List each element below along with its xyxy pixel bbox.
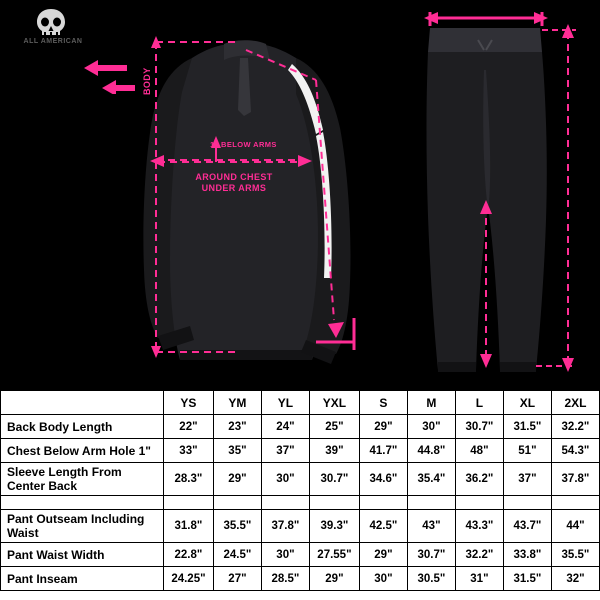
brand-logo: [10, 8, 94, 56]
cell: 30.7": [455, 415, 503, 439]
cell: 44.8": [407, 439, 455, 463]
cell: 23": [213, 415, 261, 439]
row-label: Back Body Length: [1, 415, 164, 439]
cell: 30": [359, 567, 407, 591]
table-header-row: [1, 391, 600, 415]
spacer-cell: [407, 496, 455, 510]
cell: 32.2": [455, 543, 503, 567]
jacket-illustration: [120, 20, 370, 380]
pants-illustration: [400, 10, 585, 382]
cell: 29": [213, 463, 261, 496]
chest-arrow-icon: [84, 58, 136, 94]
header-ys: YS: [163, 391, 213, 415]
cell: 22.8": [163, 543, 213, 567]
cell: 37.8": [261, 510, 309, 543]
cell: 32": [551, 567, 599, 591]
cell: 31.5": [503, 567, 551, 591]
cell: 43.3": [455, 510, 503, 543]
label-under-arms-line2: UNDER ARMS: [201, 183, 267, 193]
cell: 30.5": [407, 567, 455, 591]
cell: 30.7": [407, 543, 455, 567]
row-label: Pant Inseam: [1, 567, 164, 591]
header-yl: YL: [261, 391, 309, 415]
header-m: M: [407, 391, 455, 415]
cell: 31.5": [503, 415, 551, 439]
cell: 25": [309, 415, 359, 439]
cell: 39": [309, 439, 359, 463]
table-row: [1, 463, 600, 496]
brand-logo-text: ALL AMERICAN: [23, 38, 83, 45]
header-blank-corner: [1, 391, 164, 415]
header-xl: XL: [503, 391, 551, 415]
spacer-cell: [261, 496, 309, 510]
spacer-cell: [163, 496, 213, 510]
cell: 30": [407, 415, 455, 439]
spacer-cell: [551, 496, 599, 510]
table-spacer-row: [1, 496, 600, 510]
label-below-arms: 1" BELOW ARMS: [210, 140, 277, 149]
table-row: [1, 510, 600, 543]
label-body: BODY: [142, 67, 152, 95]
label-around-chest: [174, 172, 294, 194]
header-ym: YM: [213, 391, 261, 415]
table-row: [1, 543, 600, 567]
cell: 37": [503, 463, 551, 496]
cell: 42.5": [359, 510, 407, 543]
cell: 34.6": [359, 463, 407, 496]
cell: 31": [455, 567, 503, 591]
cell: 30": [261, 543, 309, 567]
cell: 39.3": [309, 510, 359, 543]
table-row: [1, 439, 600, 463]
cell: 29": [309, 567, 359, 591]
table-row: [1, 567, 600, 591]
cell: 44": [551, 510, 599, 543]
spacer-cell: [213, 496, 261, 510]
cell: 43": [407, 510, 455, 543]
cell: 30": [261, 463, 309, 496]
cell: 35.5": [551, 543, 599, 567]
cell: 29": [359, 543, 407, 567]
cell: 29": [359, 415, 407, 439]
cell: 24.25": [163, 567, 213, 591]
header-yxl: YXL: [309, 391, 359, 415]
cell: 35": [213, 439, 261, 463]
spacer-cell: [309, 496, 359, 510]
header-s: S: [359, 391, 407, 415]
cell: 30.7": [309, 463, 359, 496]
row-label: Pant Waist Width: [1, 543, 164, 567]
cell: 41.7": [359, 439, 407, 463]
header-2xl: 2XL: [551, 391, 599, 415]
cell: 33": [163, 439, 213, 463]
table-row: [1, 415, 600, 439]
cell: 22": [163, 415, 213, 439]
cell: 28.5": [261, 567, 309, 591]
cell: 37.8": [551, 463, 599, 496]
row-label: Chest Below Arm Hole 1": [1, 439, 164, 463]
spacer-cell: [503, 496, 551, 510]
cell: 32.2": [551, 415, 599, 439]
cell: 54.3": [551, 439, 599, 463]
cell: 43.7": [503, 510, 551, 543]
label-around-chest-line1: AROUND CHEST: [195, 172, 273, 182]
row-label: Pant Outseam Including Waist: [1, 510, 164, 543]
cell: 24": [261, 415, 309, 439]
spacer-cell: [1, 496, 164, 510]
spacer-cell: [359, 496, 407, 510]
jacket-shape: [143, 40, 350, 364]
cell: 51": [503, 439, 551, 463]
header-l: L: [455, 391, 503, 415]
cell: 36.2": [455, 463, 503, 496]
cell: 28.3": [163, 463, 213, 496]
cell: 31.8": [163, 510, 213, 543]
cell: 27.55": [309, 543, 359, 567]
cell: 48": [455, 439, 503, 463]
cell: 33.8": [503, 543, 551, 567]
cell: 35.5": [213, 510, 261, 543]
cell: 35.4": [407, 463, 455, 496]
cell: 24.5": [213, 543, 261, 567]
size-chart-table-wrap: [0, 390, 600, 600]
spacer-cell: [455, 496, 503, 510]
skull-icon: [32, 8, 70, 38]
cell: 27": [213, 567, 261, 591]
cell: 37": [261, 439, 309, 463]
size-chart-table: [0, 390, 600, 591]
row-label: Sleeve Length From Center Back: [1, 463, 164, 496]
